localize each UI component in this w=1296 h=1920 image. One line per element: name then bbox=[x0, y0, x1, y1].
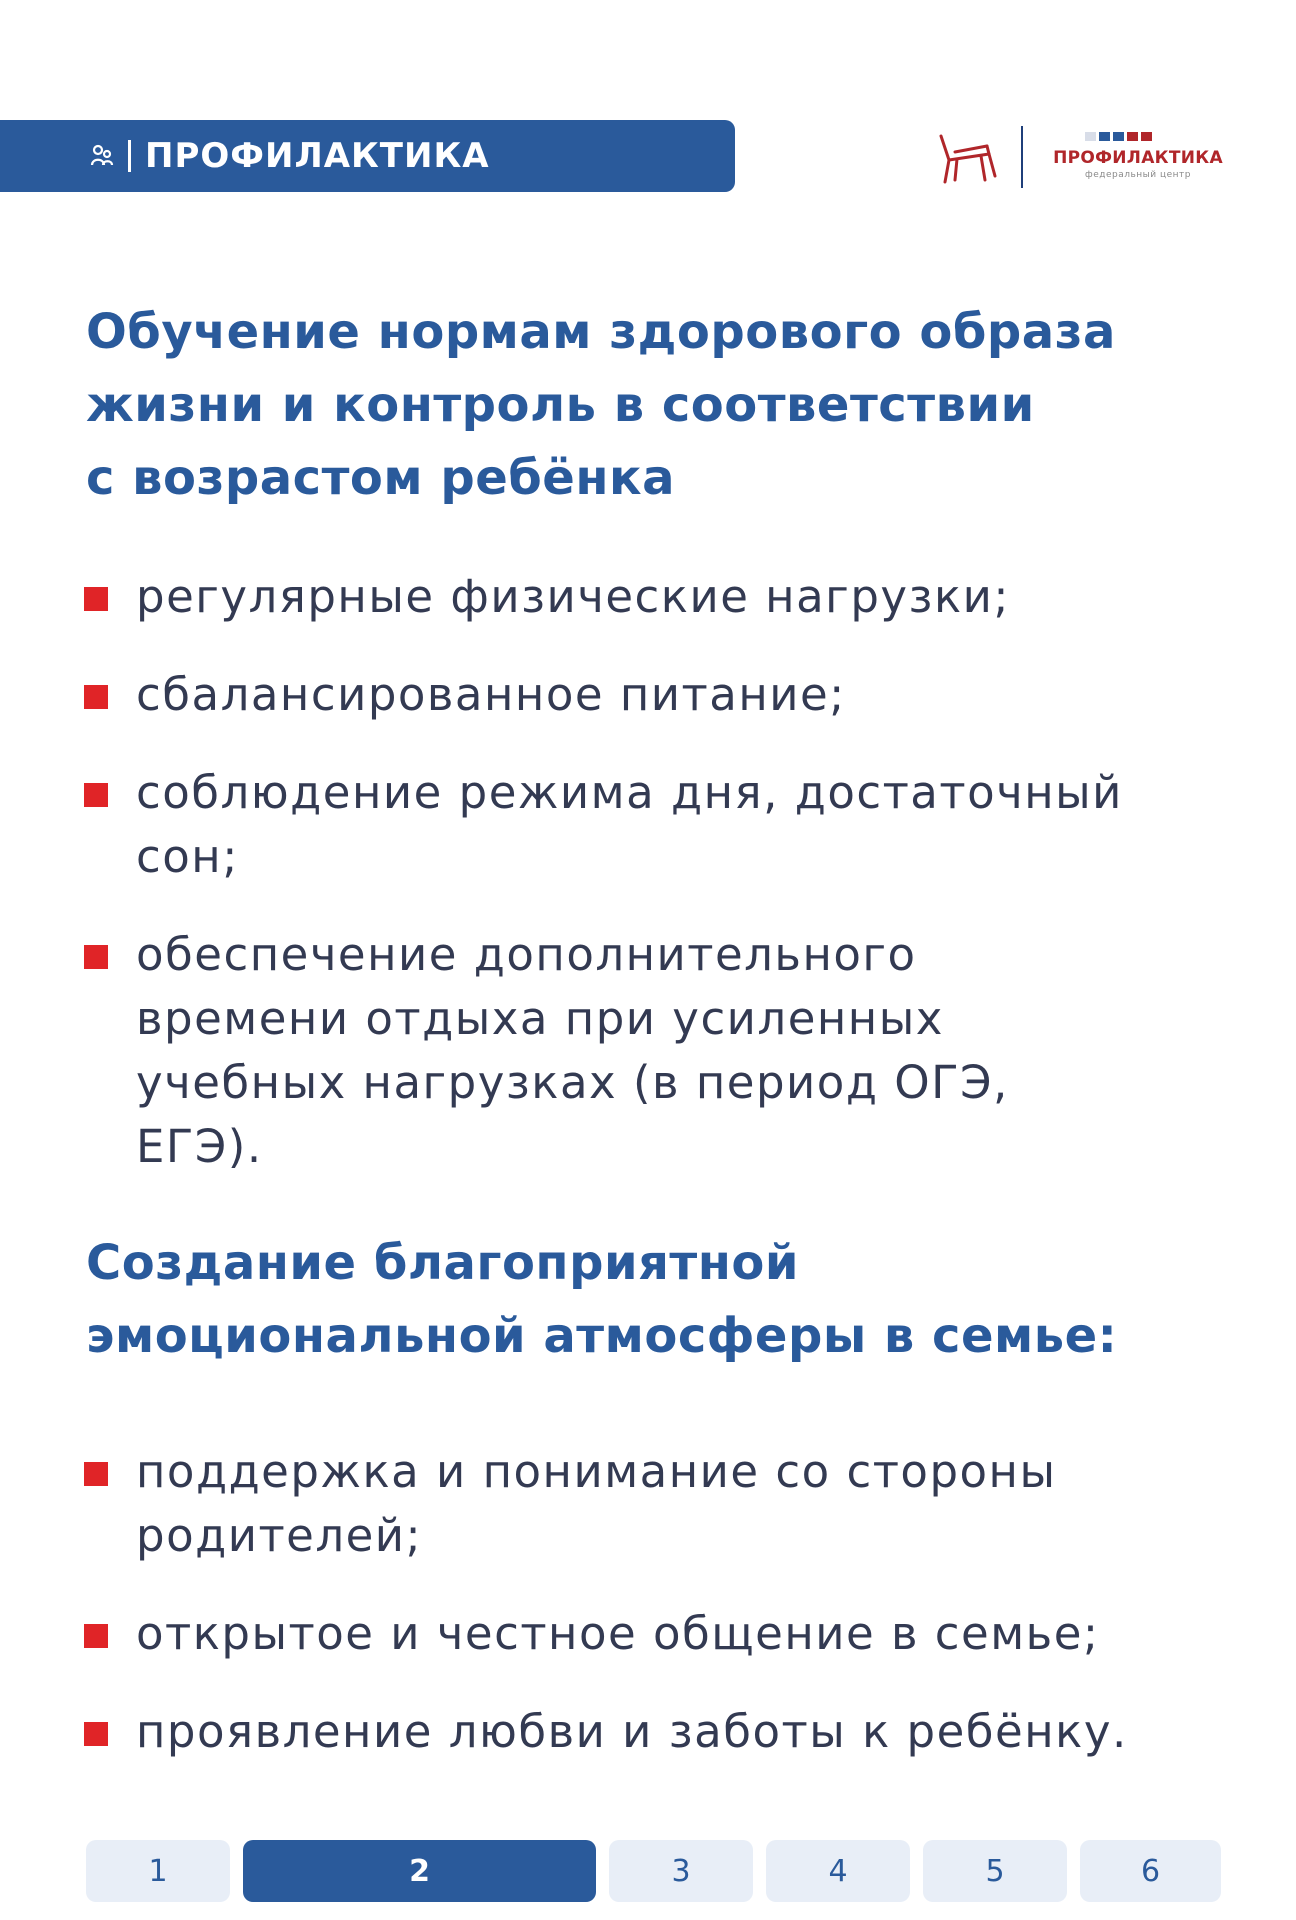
list-item bbox=[84, 761, 1264, 889]
bullet-square bbox=[84, 1624, 108, 1648]
section-heading-healthy-lifestyle bbox=[86, 296, 1266, 515]
list-item-text: проявление любви и заботы к ребёнку. bbox=[136, 1705, 1128, 1758]
bullet-square bbox=[84, 945, 108, 969]
flag-blocks bbox=[1085, 132, 1152, 141]
pagination bbox=[86, 1840, 1221, 1902]
list-item-text: учебных нагрузках (в период ОГЭ, bbox=[136, 1056, 1009, 1109]
page-2-button[interactable]: 2 bbox=[243, 1840, 596, 1902]
list-item-text: родителей; bbox=[136, 1509, 423, 1562]
heading-line: Создание благоприятной bbox=[86, 1235, 799, 1291]
page-1-button[interactable]: 1 bbox=[86, 1840, 230, 1902]
list-item bbox=[84, 1440, 1264, 1568]
list-item bbox=[84, 1602, 1264, 1666]
emotional-atmosphere-list bbox=[84, 1440, 1264, 1798]
bullet-square bbox=[84, 1722, 108, 1746]
page-6-button[interactable]: 6 bbox=[1080, 1840, 1221, 1902]
page-4-button[interactable]: 4 bbox=[766, 1840, 910, 1902]
heading-line: эмоциональной атмосферы в семье: bbox=[86, 1308, 1118, 1364]
logos bbox=[935, 124, 1235, 190]
heading-line: жизни и контроль в соответствии bbox=[86, 377, 1035, 433]
list-item bbox=[84, 663, 1264, 727]
brand-logo bbox=[1043, 132, 1235, 186]
list-item-text: обеспечение дополнительного bbox=[136, 928, 917, 981]
list-item-text: ЕГЭ). bbox=[136, 1120, 263, 1173]
list-item-text: поддержка и понимание со стороны bbox=[136, 1445, 1057, 1498]
logo-divider bbox=[1021, 126, 1023, 188]
heading-line: Обучение нормам здорового образа bbox=[86, 304, 1116, 360]
list-item-text: регулярные физические нагрузки; bbox=[136, 570, 1011, 623]
brand-subtitle: федеральный центр bbox=[1085, 170, 1191, 180]
banner-title: ПРОФИЛАКТИКА bbox=[145, 136, 490, 176]
page-3-button[interactable]: 3 bbox=[609, 1840, 753, 1902]
section-heading-emotional-atmosphere bbox=[86, 1227, 1266, 1373]
list-item-text: сбалансированное питание; bbox=[136, 668, 846, 721]
chair-logo-icon bbox=[935, 130, 997, 186]
list-item-text: сон; bbox=[136, 830, 239, 883]
banner-divider bbox=[128, 140, 131, 172]
list-item bbox=[84, 923, 1264, 1179]
people-icon bbox=[88, 142, 116, 170]
healthy-lifestyle-list bbox=[84, 565, 1264, 1213]
page-5-button[interactable]: 5 bbox=[923, 1840, 1067, 1902]
list-item bbox=[84, 1700, 1264, 1764]
bullet-square bbox=[84, 587, 108, 611]
brand-name: ПРОФИЛАКТИКА bbox=[1053, 148, 1223, 168]
list-item bbox=[84, 565, 1264, 629]
heading-line: с возрастом ребёнка bbox=[86, 450, 675, 506]
bullet-square bbox=[84, 685, 108, 709]
list-item-text: соблюдение режима дня, достаточный bbox=[136, 766, 1123, 819]
list-item-text: открытое и честное общение в семье; bbox=[136, 1607, 1100, 1660]
bullet-square bbox=[84, 783, 108, 807]
section-banner bbox=[0, 120, 735, 192]
bullet-square bbox=[84, 1462, 108, 1486]
list-item-text: времени отдыха при усиленных bbox=[136, 992, 944, 1045]
